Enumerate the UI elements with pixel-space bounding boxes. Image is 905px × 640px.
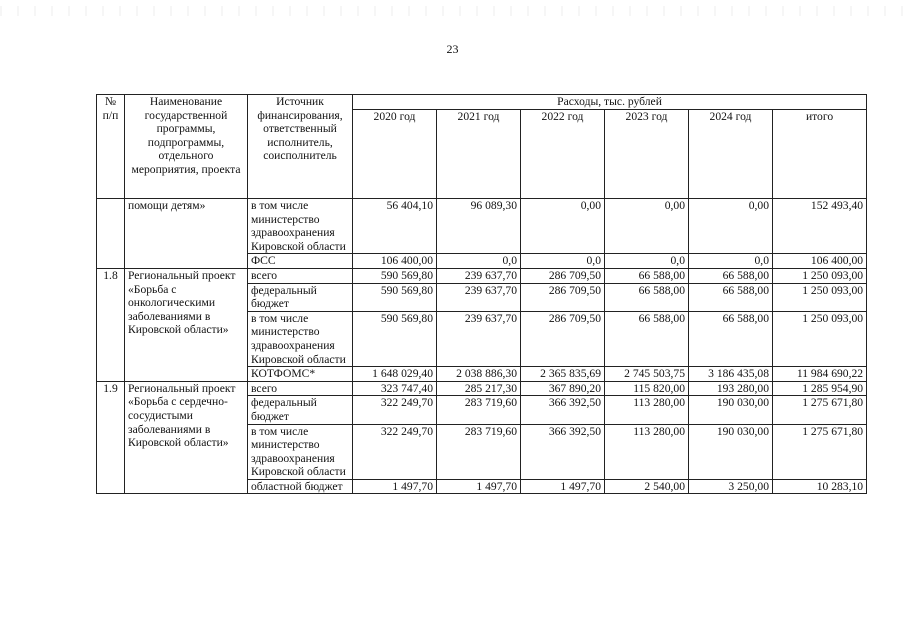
total-cell: 11 984 690,22 (773, 367, 867, 382)
header-year: 2020 год (353, 110, 437, 199)
value-cell: 283 719,60 (437, 424, 521, 479)
header-row (97, 95, 867, 110)
row-num (97, 199, 125, 269)
row-source: областной бюджет (248, 479, 353, 494)
value-cell: 106 400,00 (353, 254, 437, 269)
value-cell: 322 249,70 (353, 396, 437, 424)
value-cell: 190 030,00 (689, 396, 773, 424)
value-cell: 1 497,70 (437, 479, 521, 494)
total-cell: 152 493,40 (773, 199, 867, 254)
row-source: ФСС (248, 254, 353, 269)
header-year: 2024 год (689, 110, 773, 199)
value-cell: 286 709,50 (521, 283, 605, 311)
value-cell: 367 890,20 (521, 381, 605, 396)
value-cell: 286 709,50 (521, 268, 605, 283)
row-source: КОТФОМС* (248, 367, 353, 382)
value-cell: 66 588,00 (689, 311, 773, 366)
value-cell: 2 038 886,30 (437, 367, 521, 382)
value-cell: 66 588,00 (605, 268, 689, 283)
value-cell: 3 186 435,08 (689, 367, 773, 382)
row-name: помощи детям» (125, 199, 248, 269)
value-cell: 96 089,30 (437, 199, 521, 254)
row-source: в том числе министерство здравоохранения Кировской области (248, 311, 353, 366)
header-name: Наименование государственной программы, подпрограммы, отдельного мероприятия, проекта (125, 95, 248, 199)
page-number: 23 (446, 42, 459, 56)
table-row (97, 381, 867, 396)
row-source: в том числе министерство здравоохранения Кировской области (248, 199, 353, 254)
row-num: 1.9 (97, 381, 125, 494)
value-cell: 322 249,70 (353, 424, 437, 479)
value-cell: 590 569,80 (353, 311, 437, 366)
value-cell: 366 392,50 (521, 396, 605, 424)
total-cell: 1 285 954,90 (773, 381, 867, 396)
value-cell: 1 497,70 (521, 479, 605, 494)
value-cell: 115 820,00 (605, 381, 689, 396)
scan-noise (0, 6, 905, 16)
row-source: в том числе министерство здравоохранения Кировской области (248, 424, 353, 479)
total-cell: 10 283,10 (773, 479, 867, 494)
row-source: всего (248, 268, 353, 283)
total-cell: 1 250 093,00 (773, 311, 867, 366)
value-cell: 1 648 029,40 (353, 367, 437, 382)
value-cell: 193 280,00 (689, 381, 773, 396)
row-name: Региональный проект «Борьба с сердечно-сосудистыми заболеваниями в Кировской области» (125, 381, 248, 494)
value-cell: 2 365 835,69 (521, 367, 605, 382)
value-cell: 0,0 (437, 254, 521, 269)
value-cell: 2 745 503,75 (605, 367, 689, 382)
row-num: 1.8 (97, 268, 125, 381)
value-cell: 286 709,50 (521, 311, 605, 366)
value-cell: 2 540,00 (605, 479, 689, 494)
value-cell: 0,00 (521, 199, 605, 254)
header-year: 2023 год (605, 110, 689, 199)
row-source: федеральный бюджет (248, 396, 353, 424)
value-cell: 323 747,40 (353, 381, 437, 396)
value-cell: 56 404,10 (353, 199, 437, 254)
header-year: 2022 год (521, 110, 605, 199)
header-total: итого (773, 110, 867, 199)
total-cell: 1 250 093,00 (773, 268, 867, 283)
total-cell: 106 400,00 (773, 254, 867, 269)
value-cell: 590 569,80 (353, 268, 437, 283)
value-cell: 190 030,00 (689, 424, 773, 479)
header-year: 2021 год (437, 110, 521, 199)
value-cell: 0,0 (689, 254, 773, 269)
header-expenses: Расходы, тыс. рублей (353, 95, 867, 110)
total-cell: 1 250 093,00 (773, 283, 867, 311)
value-cell: 0,0 (521, 254, 605, 269)
value-cell: 3 250,00 (689, 479, 773, 494)
total-cell: 1 275 671,80 (773, 396, 867, 424)
value-cell: 0,00 (689, 199, 773, 254)
header-num: № п/п (97, 95, 125, 199)
total-cell: 1 275 671,80 (773, 424, 867, 479)
value-cell: 366 392,50 (521, 424, 605, 479)
value-cell: 0,00 (605, 199, 689, 254)
value-cell: 66 588,00 (605, 283, 689, 311)
row-source: всего (248, 381, 353, 396)
budget-table (96, 94, 867, 494)
value-cell: 285 217,30 (437, 381, 521, 396)
value-cell: 283 719,60 (437, 396, 521, 424)
value-cell: 113 280,00 (605, 396, 689, 424)
table-row (97, 199, 867, 254)
value-cell: 239 637,70 (437, 268, 521, 283)
value-cell: 66 588,00 (689, 268, 773, 283)
value-cell: 66 588,00 (689, 283, 773, 311)
value-cell: 66 588,00 (605, 311, 689, 366)
value-cell: 239 637,70 (437, 311, 521, 366)
value-cell: 590 569,80 (353, 283, 437, 311)
header-source: Источник финансирования, ответственный исполнитель, соисполнитель (248, 95, 353, 199)
value-cell: 113 280,00 (605, 424, 689, 479)
row-name: Региональный проект «Борьба с онкологическими заболеваниями в Кировской области» (125, 268, 248, 381)
value-cell: 239 637,70 (437, 283, 521, 311)
value-cell: 0,0 (605, 254, 689, 269)
value-cell: 1 497,70 (353, 479, 437, 494)
table-row (97, 268, 867, 283)
row-source: федеральный бюджет (248, 283, 353, 311)
